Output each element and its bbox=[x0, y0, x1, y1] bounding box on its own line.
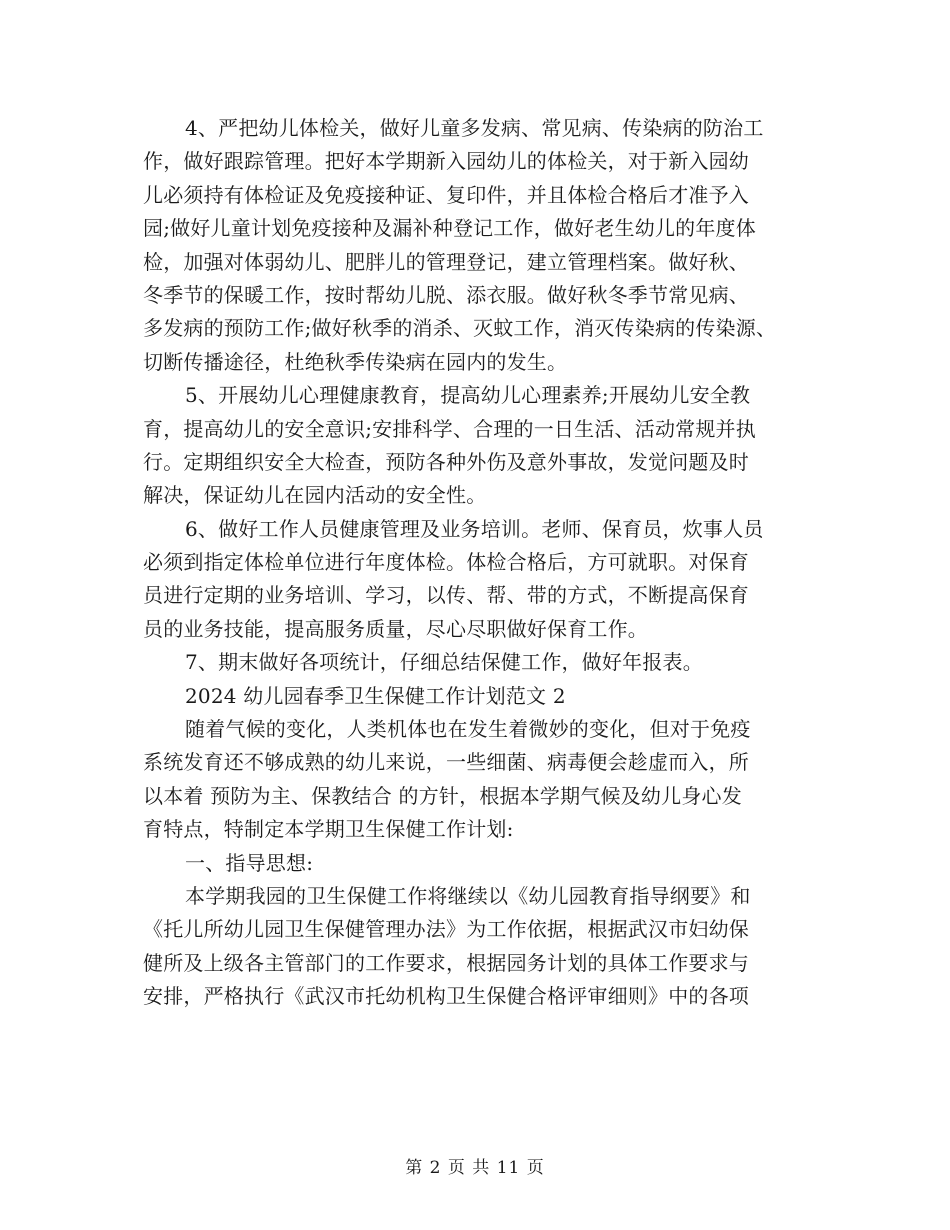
text-line: 《托儿所幼儿园卫生保健管理办法》为工作依据，根据武汉市妇幼保 bbox=[143, 917, 749, 942]
text-line: 切断传播途径，杜绝秋季传染病在园内的发生。 bbox=[143, 349, 568, 374]
page-footer: 第 2 页 共 11 页 bbox=[405, 1158, 545, 1178]
text-line: 一、指导思想: bbox=[185, 850, 314, 875]
text-line: 儿必须持有体检证及免疫接种证、复印件，并且体检合格后才准予入 bbox=[143, 182, 749, 207]
text-line: 6、做好工作人员健康管理及业务培训。老师、保育员，炊事人员 bbox=[185, 516, 764, 541]
text-line: 以本着 预防为主、保教结合 的方针，根据本学期气候及幼儿身心发 bbox=[143, 783, 742, 808]
text-line: 必须到指定体检单位进行年度体检。体检合格后，方可就职。对保育 bbox=[143, 550, 749, 575]
text-line: 解决，保证幼儿在园内活动的安全性。 bbox=[143, 483, 487, 508]
text-line: 系统发育还不够成熟的幼儿来说，一些细菌、病毒便会趁虚而入，所 bbox=[143, 750, 749, 775]
text-line: 行。定期组织安全大检查，预防各种外伤及意外事故，发觉问题及时 bbox=[143, 449, 749, 474]
text-line: 随着气候的变化，人类机体也在发生着微妙的变化，但对于免疫 bbox=[185, 717, 751, 742]
text-line: 员的业务技能，提高服务质量，尽心尽职做好保育工作。 bbox=[143, 616, 648, 641]
text-line: 5、开展幼儿心理健康教育，提高幼儿心理素养;开展幼儿安全教 bbox=[185, 383, 751, 408]
text-line: 多发病的预防工作;做好秋季的消杀、灭蚊工作，消灭传染病的传染源、 bbox=[143, 316, 777, 341]
text-line: 冬季节的保暖工作，按时帮幼儿脱、添衣服。做好秋冬季节常见病、 bbox=[143, 282, 749, 307]
text-line: 作，做好跟踪管理。把好本学期新入园幼儿的体检关，对于新入园幼 bbox=[143, 149, 749, 174]
text-line: 2024 幼儿园春季卫生保健工作计划范文 2 bbox=[185, 683, 566, 708]
text-line: 园;做好儿童计划免疫接种及漏补种登记工作，做好老生幼儿的年度体 bbox=[143, 216, 756, 241]
text-line: 育特点，特制定本学期卫生保健工作计划: bbox=[143, 817, 514, 842]
text-line: 7、期末做好各项统计，仔细总结保健工作，做好年报表。 bbox=[185, 650, 703, 675]
text-line: 健所及上级各主管部门的工作要求，根据园务计划的具体工作要求与 bbox=[143, 950, 749, 975]
document-body bbox=[143, 112, 823, 1014]
text-line: 本学期我园的卫生保健工作将继续以《幼儿园教育指导纲要》和 bbox=[185, 883, 751, 908]
text-line: 安排，严格执行《武汉市托幼机构卫生保健合格评审细则》中的各项 bbox=[143, 984, 749, 1009]
text-line: 员进行定期的业务培训、学习，以传、帮、带的方式，不断提高保育 bbox=[143, 583, 749, 608]
text-line: 4、严把幼儿体检关，做好儿童多发病、常见病、传染病的防治工 bbox=[185, 116, 764, 140]
text-line: 育，提高幼儿的安全意识;安排科学、合理的一日生活、活动常规并执 bbox=[143, 416, 756, 441]
text-line: 检，加强对体弱幼儿、肥胖儿的管理登记，建立管理档案。做好秋、 bbox=[143, 249, 749, 274]
